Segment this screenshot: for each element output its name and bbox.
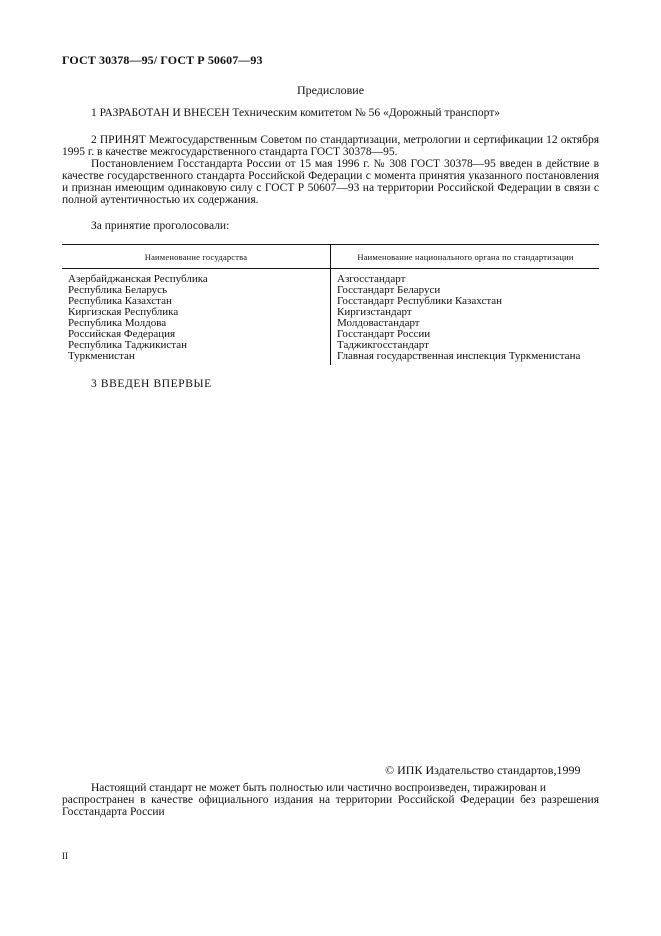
national-body-list bbox=[337, 274, 580, 362]
copyright-line: © ИПК Издательство стандартов,1999 bbox=[385, 763, 581, 777]
header-national-body: Наименование национального органа по стандартизации bbox=[357, 252, 574, 262]
national-body-name: Киргизстандарт bbox=[337, 306, 412, 318]
state-name: Российская Федерация bbox=[68, 328, 176, 340]
state-name: Киргизская Республика bbox=[68, 306, 179, 318]
paragraph-developed: 1 РАЗРАБОТАН И ВНЕСЕН Техническим комитетом № 56 «Дорожный транспорт» bbox=[91, 107, 500, 119]
header-state: Наименование государства bbox=[144, 252, 248, 262]
state-name: Республика Беларусь bbox=[68, 284, 168, 296]
national-body-name: Молдовастандарт bbox=[337, 317, 420, 329]
state-name: Республика Казахстан bbox=[68, 295, 172, 307]
reproduction-notice: Настоящий стандарт не может быть полностью или частично воспроизведен, тиражирован и bbox=[91, 782, 547, 794]
document-header: ГОСТ 30378—95/ ГОСТ Р 50607—93 bbox=[62, 53, 263, 67]
table-column-divider bbox=[330, 244, 331, 365]
paragraph-introduced: 3 ВВЕДЕН ВПЕРВЫЕ bbox=[91, 378, 212, 390]
paragraph-adopted: 2 ПРИНЯТ Межгосударственным Советом по стандартизации, метрологии и сертификации 12 октября 1995 г. в качестве межгосударственного стандарта ГОСТ 30378—95. bbox=[62, 134, 599, 158]
state-list bbox=[68, 274, 208, 362]
national-body-name: Таджикгосстандарт bbox=[337, 339, 429, 351]
state-name: Республика Молдова bbox=[68, 317, 167, 329]
national-body-name: Главная государственная инспекция Туркменистана bbox=[337, 350, 581, 362]
paragraph-resolution: Постановлением Госстандарта России от 15 мая 1996 г. № 308 ГОСТ 30378—95 введен в действие в качестве государственного стандарта Российской Федерации с момента принятия указанного постановления и признан имеющим одинаковую силу с ГОСТ Р 50607—93 на территории Российской Федерации в связи с полной аутентичностью их содержания. bbox=[62, 158, 599, 206]
voting-table bbox=[62, 244, 599, 365]
state-name: Азербайджанская Республика bbox=[68, 273, 208, 285]
state-name: Республика Таджикистан bbox=[68, 339, 187, 351]
preface-title: Предисловие bbox=[296, 83, 365, 97]
national-body-name: Госстандарт Республики Казахстан bbox=[337, 295, 503, 307]
vote-intro: За принятие проголосовали: bbox=[91, 220, 230, 232]
reproduction-notice-continued: распространен в качестве официального издания на территории Российской Федерации без разрешения Госстандарта России bbox=[62, 794, 599, 818]
national-body-name: Госстандарт Беларуси bbox=[337, 284, 441, 296]
national-body-name: Госстандарт России bbox=[337, 328, 431, 340]
state-name: Туркменистан bbox=[68, 350, 135, 362]
national-body-name: Азгосстандарт bbox=[337, 273, 406, 285]
page-number: II bbox=[62, 851, 68, 861]
